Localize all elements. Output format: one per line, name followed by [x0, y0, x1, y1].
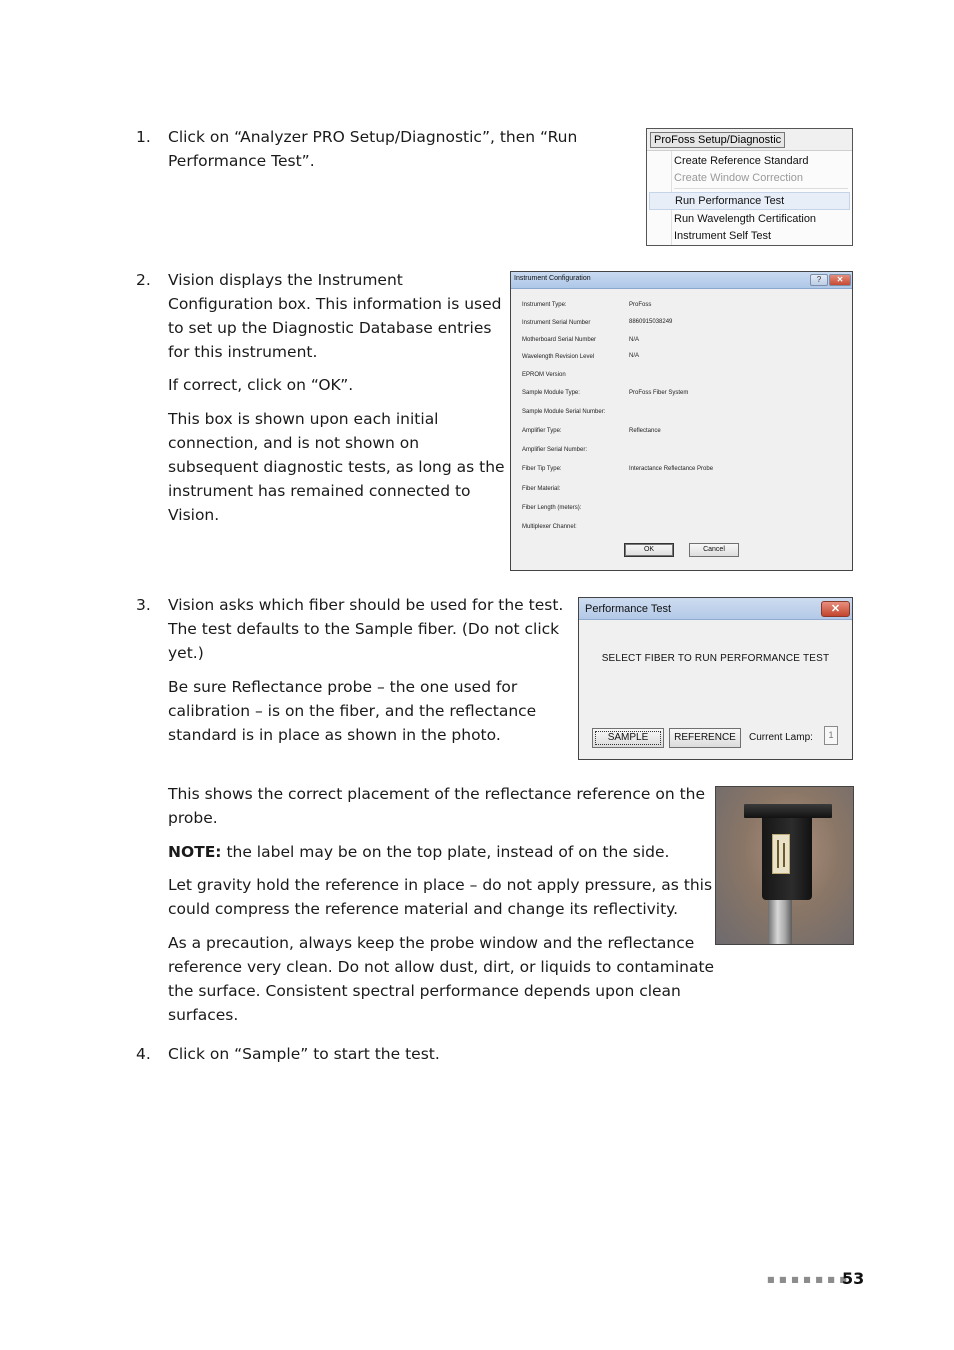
probe-reference-photo: [715, 786, 854, 945]
field-label: Amplifier Type:: [522, 428, 562, 434]
text-line: Performance Test”.: [168, 152, 315, 170]
field-label: Fiber Tip Type:: [522, 466, 562, 472]
menu-dropdown: [647, 151, 852, 245]
step-number: 4.: [136, 1045, 151, 1063]
probe-rod: [768, 897, 792, 945]
step-1-text: [168, 125, 577, 173]
text-line: The test defaults to the Sample fiber. (Do not click: [168, 620, 560, 638]
field-value: N/A: [629, 337, 640, 343]
menu-title[interactable]: ProFoss Setup/Diagnostic: [650, 132, 785, 148]
text-line: Let gravity hold the reference in place – do not apply pressure, as this: [168, 876, 713, 894]
reference-label: [772, 834, 790, 874]
step-2-text: [168, 268, 502, 364]
dialog-titlebar: [511, 272, 852, 289]
dialog-message: SELECT FIBER TO RUN PERFORMANCE TEST: [601, 653, 830, 664]
field-value: N/A: [629, 353, 640, 359]
text-line: Configuration box. This information is used: [168, 295, 502, 313]
precaution-text: [168, 931, 714, 1027]
text-line: the surface. Consistent spectral performance depends upon clean: [168, 982, 681, 1000]
performance-test-dialog: [578, 597, 853, 760]
step-4-text: Click on “Sample” to start the test.: [168, 1045, 440, 1063]
text-line: reference very clean. Do not allow dust, dirt, or liquids to contaminate: [168, 958, 715, 976]
text-line: Click on “Analyzer PRO Setup/Diagnostic”, then “Run: [168, 128, 578, 146]
menu-item-run-wavelength-certification[interactable]: Run Wavelength Certification: [674, 213, 817, 225]
field-label: Instrument Serial Number: [522, 320, 591, 326]
ok-button[interactable]: OK: [624, 543, 674, 557]
menu-item-instrument-self-test[interactable]: Instrument Self Test: [674, 230, 772, 242]
dialog-body: [511, 290, 852, 570]
field-value: ProFoss Fiber System: [629, 390, 689, 396]
field-label: Amplifier Serial Number:: [522, 447, 588, 453]
cancel-button[interactable]: Cancel: [689, 543, 739, 557]
text-line: probe.: [168, 809, 218, 827]
text-line: Vision asks which fiber should be used for the test.: [168, 596, 564, 614]
close-icon[interactable]: ✕: [829, 274, 851, 286]
sample-button[interactable]: SAMPLE: [592, 728, 664, 748]
text-line: standard is in place as shown in the photo.: [168, 726, 501, 744]
note-text: [168, 840, 670, 864]
current-lamp-field: 1: [824, 726, 838, 745]
menu-item-run-performance-test[interactable]: Run Performance Test: [649, 192, 850, 210]
field-label: Wavelength Revision Level: [522, 354, 595, 360]
step-number: 3.: [136, 596, 151, 614]
text-line: to set up the Diagnostic Database entries: [168, 319, 492, 337]
step-2-note: [168, 407, 505, 527]
text-line: connection, and is not shown on: [168, 434, 420, 452]
menu-item-create-window-correction: Create Window Correction: [674, 172, 803, 184]
field-value: Reflectance: [629, 428, 661, 434]
field-label: Fiber Length (meters):: [522, 505, 582, 511]
text-line: As a precaution, always keep the probe window and the reflectance: [168, 934, 695, 952]
field-label: Instrument Type:: [522, 302, 567, 308]
field-label: Sample Module Type:: [522, 390, 580, 396]
close-icon[interactable]: ✕: [821, 601, 850, 617]
text-line: Vision displays the Instrument: [168, 271, 403, 289]
text-line: This box is shown upon each initial: [168, 410, 439, 428]
instrument-configuration-dialog: [510, 271, 853, 571]
reference-button[interactable]: REFERENCE: [669, 728, 741, 748]
dialog-title: Performance Test: [585, 603, 672, 615]
step-3-text: [168, 593, 563, 665]
field-label: EPROM Version: [522, 372, 566, 378]
text-line: Vision.: [168, 506, 220, 524]
page-number: 53: [842, 1269, 865, 1288]
note-body: the label may be on the top plate, instead of on the side.: [221, 843, 670, 861]
field-label: Multiplexer Channel:: [522, 524, 577, 530]
step-number: 2.: [136, 271, 151, 289]
field-value: Interactance Reflectance Probe: [629, 466, 714, 472]
profoss-menu-screenshot: [646, 128, 853, 246]
note-label: NOTE:: [168, 843, 222, 861]
field-value: 8860915038249: [629, 319, 673, 325]
field-label: Fiber Material:: [522, 486, 561, 492]
placement-text: [168, 782, 705, 830]
text-line: calibration – is on the fiber, and the reflectance: [168, 702, 537, 720]
text-line: could compress the reference material and change its reflectivity.: [168, 900, 679, 918]
text-line: yet.): [168, 644, 204, 662]
help-icon[interactable]: ?: [810, 274, 828, 286]
field-label: Sample Module Serial Number:: [522, 409, 606, 415]
text-line: This shows the correct placement of the reflectance reference on the: [168, 785, 706, 803]
field-value: ProFoss: [629, 302, 652, 308]
menu-bar: [647, 129, 852, 151]
text-line: instrument has remained connected to: [168, 482, 471, 500]
step-number: 1.: [136, 128, 151, 146]
footer-dots: ■■■■■■■: [767, 1275, 852, 1284]
reference-top-plate: [744, 804, 832, 818]
menu-separator: [674, 188, 848, 189]
text-line: surfaces.: [168, 1006, 239, 1024]
text-line: for this instrument.: [168, 343, 318, 361]
dialog-title: Instrument Configuration: [514, 275, 591, 282]
text-line: subsequent diagnostic tests, as long as the: [168, 458, 505, 476]
current-lamp-label: Current Lamp:: [749, 732, 813, 743]
field-label: Motherboard Serial Number: [522, 337, 597, 343]
step-3-probe-note: [168, 675, 536, 747]
step-2-if-correct: If correct, click on “OK”.: [168, 376, 354, 394]
text-line: Be sure Reflectance probe – the one used for: [168, 678, 518, 696]
dialog-titlebar: [579, 598, 852, 620]
gravity-text: [168, 873, 712, 921]
menu-item-create-reference-standard[interactable]: Create Reference Standard: [674, 155, 809, 167]
